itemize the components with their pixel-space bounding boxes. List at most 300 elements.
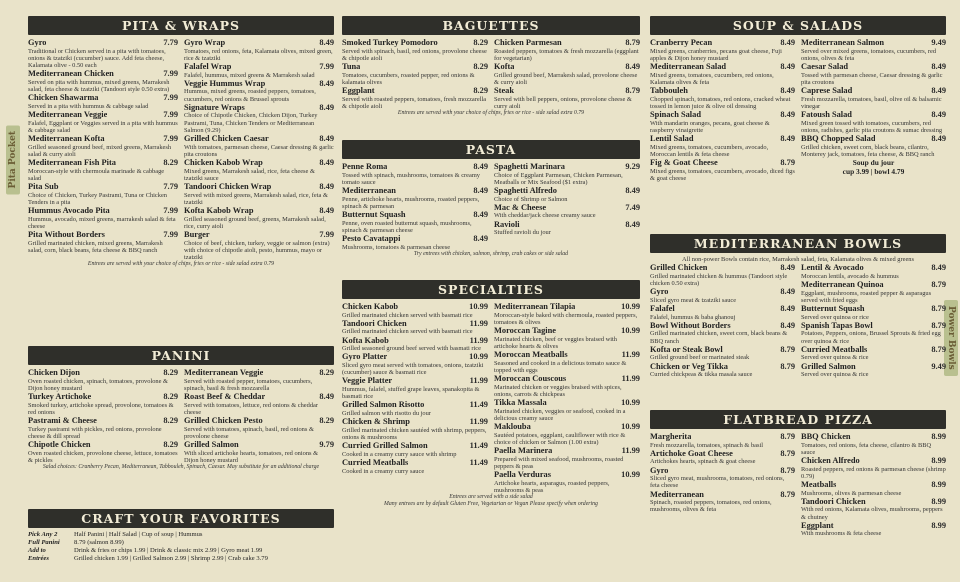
menu-item-name: Tandoori Chicken bbox=[342, 318, 407, 328]
soup-title: Soup du jour bbox=[852, 158, 895, 167]
side-label-power-bowls: Power Bowls bbox=[944, 300, 958, 376]
bowls-intro: All non-power Bowls contain rice, Marrakesh salad, feta, Kalamata olives & mixed greens bbox=[682, 256, 914, 263]
menu-item-price-value: 7.79 bbox=[163, 182, 178, 191]
menu-item-description: Penne, oven roasted butternut squash, mushrooms, spinach & parmesan cheese bbox=[342, 219, 472, 234]
menu-item-price-value: 10.99 bbox=[621, 398, 640, 407]
menu-item-header bbox=[801, 86, 946, 96]
menu-item-price-value: 8.49 bbox=[319, 206, 334, 215]
menu-item-description: Grilled seasoned ground beef served with basmati rice bbox=[342, 345, 481, 353]
menu-item-header bbox=[28, 392, 178, 402]
menu-item-price bbox=[319, 79, 334, 89]
menu-item-header bbox=[801, 263, 946, 273]
menu-item-description: Eggplant, mushrooms, roasted pepper & asparagus served with fried eggs bbox=[801, 289, 932, 304]
menu-item-name: Tuna bbox=[342, 62, 361, 71]
menu-item-price-value: 8.29 bbox=[473, 38, 488, 47]
menu-item bbox=[28, 93, 178, 110]
menu-item-description: Choice of Chipotle Chicken, Chicken Dijon, Turkey Pastrami, Tuna, Chicken Tenders or Mediterranean Salmon (9.29) bbox=[184, 112, 318, 134]
menu-item-price bbox=[780, 321, 795, 331]
menu-item-price bbox=[319, 158, 334, 168]
menu-item bbox=[28, 206, 178, 230]
menu-item bbox=[342, 376, 488, 400]
menu-item bbox=[494, 220, 640, 237]
menu-item-description: Hummus, mixed greens, roasted peppers, tomatoes, cucumbers, red onions & Brussel sprouts bbox=[184, 88, 316, 103]
menu-item-description: Marinated chicken, veggies or seafood, cooked in a delicious creamy sauce bbox=[494, 407, 626, 422]
menu-item bbox=[342, 234, 488, 251]
menu-item-header bbox=[342, 162, 488, 172]
menu-item-header bbox=[342, 417, 488, 427]
menu-item-header bbox=[494, 220, 640, 230]
item-list bbox=[801, 38, 946, 158]
section-title: FLATBREAD PIZZA bbox=[650, 410, 946, 429]
menu-item-header bbox=[28, 158, 178, 168]
menu-item-header bbox=[494, 86, 640, 96]
menu-item-header bbox=[28, 416, 178, 426]
menu-item-name: Grilled Chicken Pesto bbox=[184, 416, 263, 425]
item-list bbox=[494, 162, 640, 251]
menu-item-price bbox=[319, 182, 334, 192]
menu-item-price-value: 8.79 bbox=[931, 320, 946, 330]
menu-item-price bbox=[622, 446, 640, 456]
menu-item-price-value: 8.79 bbox=[780, 432, 795, 441]
menu-item-price-value: 8.49 bbox=[931, 62, 946, 71]
section-note: Try entrees with chicken, salmon, shrimp, crab cakes or side salad bbox=[413, 250, 569, 257]
menu-item-name: Chicken & Shrimp bbox=[342, 417, 410, 427]
menu-item-price bbox=[931, 134, 946, 144]
menu-item-price bbox=[625, 220, 640, 230]
menu-item bbox=[184, 62, 334, 79]
menu-item-price-value: 8.29 bbox=[163, 416, 178, 425]
section-pasta bbox=[342, 140, 640, 280]
menu-item-price-value: 10.99 bbox=[621, 470, 640, 479]
menu-item-description: Mixed greens, tomatoes, cucumbers, red onions, Kalamata olives & feta bbox=[650, 71, 774, 86]
menu-item-name: Mediterranean Veggie bbox=[184, 368, 264, 377]
menu-item-header bbox=[184, 62, 334, 72]
menu-item-price-value: 8.49 bbox=[780, 38, 795, 47]
menu-item-description: Mixed greens, cranberries, pecans goat cheese, Fuji apples & Dijon honey mustard bbox=[650, 47, 782, 62]
menu-item-name: Grilled Salmon bbox=[801, 361, 856, 371]
menu-item-header bbox=[650, 287, 795, 297]
menu-item bbox=[801, 304, 946, 321]
menu-item-price bbox=[625, 203, 640, 213]
item-list bbox=[184, 38, 334, 261]
menu-item-header bbox=[801, 62, 946, 72]
menu-item-description: Served with bell peppers, onions, provolone cheese & curry aioli bbox=[494, 95, 632, 110]
menu-item-description: Artichoke hearts, asparagus, roasted peppers, mushrooms & peas bbox=[494, 479, 610, 494]
section-title: SPECIALTIES bbox=[342, 280, 640, 299]
item-list bbox=[494, 302, 640, 494]
menu-item-header bbox=[28, 368, 178, 378]
menu-item-header bbox=[494, 470, 640, 480]
menu-item-price bbox=[780, 158, 795, 168]
menu-item-price bbox=[319, 440, 334, 450]
menu-item bbox=[650, 466, 795, 490]
menu-item bbox=[801, 456, 946, 480]
menu-item bbox=[650, 432, 795, 449]
menu-item-description: Grilled ground beef or marinated steak bbox=[650, 354, 750, 362]
menu-item-price-value: 11.99 bbox=[469, 417, 488, 427]
menu-item-price bbox=[625, 62, 640, 72]
menu-item-header bbox=[28, 182, 178, 192]
section-baguettes bbox=[342, 16, 640, 140]
side-label-pita-pocket: Pita Pocket bbox=[6, 125, 20, 194]
menu-item-header bbox=[184, 230, 334, 240]
menu-item-description: Moroccan-style with chermoula marinade & cabbage salad bbox=[28, 167, 165, 182]
menu-item-price bbox=[319, 368, 334, 378]
menu-column-middle bbox=[342, 16, 640, 508]
menu-item-name: Caprese Salad bbox=[801, 86, 853, 95]
menu-item-price-value: 8.29 bbox=[163, 158, 178, 167]
menu-item-price-value: 11.99 bbox=[469, 376, 488, 386]
menu-item-name: Penne Roma bbox=[342, 162, 388, 171]
menu-item-header bbox=[342, 336, 488, 346]
menu-item-name: Curried Meatballs bbox=[801, 344, 868, 354]
menu-item bbox=[184, 103, 334, 134]
menu-item-name: Steak bbox=[494, 86, 515, 95]
menu-item-header bbox=[184, 134, 334, 144]
menu-item-price-value: 8.49 bbox=[473, 186, 488, 195]
section-title: PITA & WRAPS bbox=[28, 16, 334, 35]
craft-row-label: Add to bbox=[28, 547, 46, 554]
menu-item-name: Kofta or Steak Bowl bbox=[650, 344, 723, 354]
menu-item-price-value: 9.79 bbox=[319, 440, 334, 449]
menu-item-name: Turkey Artichoke bbox=[28, 392, 92, 401]
menu-item-description: Chopped spinach, tomatoes, red onions, cracked wheat tossed in lemon juice & olive oil dressing bbox=[650, 95, 791, 110]
menu-item bbox=[801, 362, 946, 379]
menu-item-price-value: 8.29 bbox=[163, 392, 178, 401]
menu-item-description: Tomatoes, cucumbers, roasted pepper, red onions & kalamata olives bbox=[342, 71, 475, 86]
menu-item-description: Served with roasted pepper, tomatoes, cucumbers, spinach, basil & fresh mozzarella bbox=[184, 377, 313, 392]
menu-item-price bbox=[470, 319, 488, 329]
menu-item-description: Fresh mozzarella, tomatoes, spinach & basil bbox=[650, 441, 764, 449]
menu-item-price-value: 7.99 bbox=[319, 62, 334, 71]
menu-item-name: Tandoori Chicken Wrap bbox=[184, 182, 272, 191]
menu-item-price bbox=[319, 392, 334, 402]
craft-row bbox=[28, 547, 334, 555]
menu-item-price-value: 10.99 bbox=[469, 302, 488, 311]
menu-item-name: Burger bbox=[184, 230, 210, 239]
menu-item-name: Lentil & Avocado bbox=[801, 263, 864, 273]
craft-row bbox=[28, 555, 334, 563]
menu-item bbox=[342, 162, 488, 186]
menu-item bbox=[650, 38, 795, 62]
menu-item bbox=[801, 345, 946, 362]
menu-item-description: With mushrooms & feta cheese bbox=[801, 530, 882, 538]
menu-item-description: Grilled seasoned ground beef, mixed greens, Marrakesh salad & curry aioli bbox=[28, 143, 172, 158]
menu-item-price-value: 8.49 bbox=[319, 78, 334, 88]
menu-item-price-value: 8.49 bbox=[319, 392, 334, 401]
menu-item-price-value: 8.49 bbox=[319, 134, 334, 143]
menu-item-price-value: 8.49 bbox=[780, 134, 795, 143]
soup-bowl-label: bowl bbox=[874, 167, 890, 176]
menu-item-header bbox=[494, 350, 640, 360]
item-list bbox=[342, 38, 488, 110]
menu-item-header bbox=[801, 304, 946, 314]
menu-item-price bbox=[163, 38, 178, 48]
item-list bbox=[28, 368, 178, 464]
menu-item-price bbox=[469, 302, 488, 312]
menu-item-price bbox=[473, 86, 488, 96]
menu-item-price bbox=[780, 449, 795, 459]
menu-item-name: Grilled Salmon Risotto bbox=[342, 400, 425, 410]
menu-item-name: Gyro Wrap bbox=[184, 38, 226, 47]
menu-item-price bbox=[473, 38, 488, 48]
menu-item-header bbox=[342, 319, 488, 329]
menu-item-description: Tomatoes, red onions, feta cheese, cilantro & BBQ sauce bbox=[801, 441, 932, 456]
menu-item-description: Choice of beef, chicken, turkey, veggie or salmon (extra) with choice of chipotle aioli, pesto, hummus, mayo or tzatziki bbox=[184, 239, 330, 261]
menu-item-price bbox=[780, 263, 795, 273]
menu-item-price bbox=[780, 466, 795, 476]
menu-item bbox=[650, 321, 795, 345]
menu-item bbox=[494, 422, 640, 446]
menu-item-description: Cooked in a creamy curry sauce bbox=[342, 467, 425, 475]
menu-item-price bbox=[780, 134, 795, 144]
menu-item-header bbox=[494, 203, 640, 213]
menu-column-right bbox=[650, 16, 946, 538]
menu-item-price-value: 8.79 bbox=[625, 86, 640, 95]
menu-item bbox=[801, 62, 946, 86]
menu-item-description: Cooked in a creamy curry sauce with shrimp bbox=[342, 450, 457, 458]
menu-item-description: Grilled marinated chicken served with basmati rice bbox=[342, 328, 473, 336]
menu-item-description: Moroccan lentils, avocado & hummus bbox=[801, 272, 899, 280]
menu-item-name: Pita Sub bbox=[28, 182, 59, 191]
menu-item-header bbox=[650, 86, 795, 96]
menu-item-description: Moroccan-style baked with chermoula, roasted peppers, tomatoes & olives bbox=[494, 311, 638, 326]
menu-item-header bbox=[650, 362, 795, 372]
menu-item-header bbox=[650, 449, 795, 459]
menu-item-description: Prepared with mixed seafood, mushrooms, roasted peppers & peas bbox=[494, 455, 624, 470]
menu-item-name: Mediterranean Chicken bbox=[28, 69, 114, 79]
menu-item-name: Grilled Chicken Caesar bbox=[184, 134, 269, 143]
menu-item-header bbox=[801, 321, 946, 331]
menu-item-header bbox=[342, 376, 488, 386]
menu-item-description: Choice of Eggplant Parmesan, Chicken Parmesan, Meatballs or Mix Seafood ($1 extra) bbox=[494, 171, 623, 186]
menu-item-header bbox=[801, 280, 946, 290]
menu-item-header bbox=[801, 480, 946, 490]
menu-item-description: Tossed with parmesan cheese, Caesar dressing & garlic pita croutons bbox=[801, 71, 943, 86]
menu-item-description: Falafel, hummus, mixed greens & Marrakesh salad bbox=[184, 71, 315, 79]
menu-item-header bbox=[342, 210, 488, 220]
menu-item-price-value: 8.79 bbox=[780, 158, 795, 167]
section-note: Salad choices: Cranberry Pecan, Mediterranean, Tabbouleh, Spinach, Caesar. May substitute for an additional charge bbox=[42, 464, 320, 470]
menu-item-name: Veggie Platter bbox=[342, 376, 393, 386]
menu-item-price bbox=[473, 210, 488, 220]
menu-item-name: Mediterranean Quinoa bbox=[801, 280, 884, 289]
menu-item-price-value: 7.79 bbox=[163, 38, 178, 47]
menu-item-price-value: 8.29 bbox=[163, 440, 178, 449]
menu-item-price bbox=[163, 206, 178, 216]
menu-item-price bbox=[469, 352, 488, 362]
menu-item-price bbox=[931, 362, 946, 372]
craft-row-text: Grilled chicken 1.99 | Grilled Salmon 2.99 | Shrimp 2.99 | Crab cake 3.79 bbox=[74, 555, 268, 562]
menu-item-price bbox=[780, 38, 795, 48]
menu-item-header bbox=[28, 38, 178, 48]
menu-item-name: Pita Without Borders bbox=[28, 230, 105, 239]
menu-item bbox=[494, 203, 640, 220]
menu-item bbox=[650, 62, 795, 86]
menu-item bbox=[801, 38, 946, 62]
menu-item-price bbox=[163, 134, 178, 144]
menu-item-name: Margherita bbox=[650, 432, 692, 441]
menu-item-header bbox=[650, 304, 795, 314]
menu-item bbox=[494, 374, 640, 398]
menu-item-name: Roast Beef & Cheddar bbox=[184, 392, 266, 401]
menu-item-price-value: 8.49 bbox=[780, 287, 795, 297]
menu-item-price bbox=[622, 350, 640, 360]
menu-item-description: Oven roasted chicken, spinach, tomatoes, provolone & Dijon honey mustard bbox=[28, 377, 169, 392]
menu-item-description: With red onions, Kalamata olives, mushrooms, peppers & chutney bbox=[801, 506, 943, 521]
menu-item-price-value: 11.49 bbox=[469, 400, 488, 410]
craft-row-text: Half Panini | Half Salad | Cup of soup | Hummus bbox=[74, 531, 203, 538]
menu-item-description: Served with tomatoes, spinach, basil, red onions & provolone cheese bbox=[184, 425, 314, 440]
menu-item bbox=[650, 110, 795, 134]
menu-item-name: Mediterranean Kofta bbox=[28, 134, 105, 143]
menu-item-description: Mixed green tossed with tomatoes, cucumbers, red onions, radishes, garlic pita croutons & sumac dressing bbox=[801, 119, 943, 134]
menu-item-description: Grilled marinated chicken served with basmati rice bbox=[342, 311, 473, 319]
menu-item-header bbox=[494, 374, 640, 384]
menu-item bbox=[184, 368, 334, 392]
menu-item bbox=[28, 416, 178, 440]
menu-item-name: Chicken or Veg Tikka bbox=[650, 361, 728, 371]
menu-item-price bbox=[163, 392, 178, 402]
menu-item-price bbox=[470, 376, 488, 386]
menu-item bbox=[494, 38, 640, 62]
menu-item bbox=[801, 110, 946, 134]
menu-item-price bbox=[621, 326, 640, 336]
menu-item-description: With sliced artichoke hearts, tomatoes, red onions & Dijon honey mustard bbox=[184, 449, 319, 464]
menu-item-price bbox=[625, 86, 640, 96]
menu-item bbox=[650, 86, 795, 110]
menu-item-name: Spaghetti Marinara bbox=[494, 162, 565, 171]
menu-item-price bbox=[622, 374, 640, 384]
menu-item-description: Grilled marinated chicken, mixed greens, Marrakesh salad, corn, black beans, feta cheese & BBQ ranch bbox=[28, 239, 163, 254]
menu-item-price-value: 8.99 bbox=[931, 456, 946, 465]
craft-row bbox=[28, 531, 334, 539]
menu-item-name: Pesto Cavatappi bbox=[342, 234, 401, 243]
menu-item-price-value: 8.79 bbox=[780, 361, 795, 371]
menu-item-header bbox=[801, 345, 946, 355]
menu-item-description: Served over quinoa & rice bbox=[801, 354, 869, 362]
menu-item-name: Butternut Squash bbox=[342, 210, 406, 219]
menu-item-name: Mediterranean Fish Pita bbox=[28, 158, 116, 167]
menu-item-price bbox=[931, 480, 946, 490]
menu-item-header bbox=[184, 158, 334, 168]
menu-item-price-value: 7.99 bbox=[319, 230, 334, 239]
menu-item-price bbox=[625, 162, 640, 172]
menu-item-name: Chicken Dijon bbox=[28, 368, 80, 377]
menu-item-description: Curried chickpeas & tikka masala sauce bbox=[650, 371, 753, 379]
menu-item-header bbox=[494, 38, 640, 48]
menu-item-price bbox=[319, 38, 334, 48]
soup-cup-price: 3.99 bbox=[856, 167, 869, 176]
menu-item-price bbox=[931, 456, 946, 466]
menu-item-price-value: 8.99 bbox=[931, 480, 946, 489]
menu-item-description: Grilled seasoned ground beef, greens, Marrakesh salad, rice, curry aioli bbox=[184, 215, 326, 230]
menu-item-description: Served with roasted peppers, tomatoes, fresh mozzarella & chipotle aioli bbox=[342, 95, 487, 110]
menu-item-description: Marinated chicken, beef or veggies braised with artichoke hearts & olives bbox=[494, 335, 617, 350]
menu-item-description: Spinach, roasted peppers, tomatoes, red onions, mushrooms, olives & feta bbox=[650, 499, 772, 514]
menu-item-header bbox=[650, 345, 795, 355]
menu-item-price bbox=[931, 62, 946, 72]
menu-item-price bbox=[780, 86, 795, 96]
menu-item bbox=[28, 158, 178, 182]
menu-item bbox=[28, 230, 178, 254]
menu-item-name: Grilled Chicken bbox=[650, 263, 708, 273]
menu-item-description: Mixed greens, Marrakesh salad, rice, feta cheese & tzatziki sauce bbox=[184, 167, 315, 182]
menu-item-name: Moroccan Meatballs bbox=[494, 350, 568, 359]
section-title: PASTA bbox=[342, 140, 640, 159]
menu-item-name: Chicken Kabob bbox=[342, 302, 399, 311]
craft-row-label: Pick Any 2 bbox=[28, 531, 58, 538]
menu-item-price-value: 10.99 bbox=[621, 422, 640, 431]
menu-item-description: Served over quinoa or rice bbox=[801, 313, 869, 321]
menu-item-description: Grilled salmon with risotto du jour bbox=[342, 409, 431, 417]
menu-item-name: Spinach Salad bbox=[650, 110, 701, 119]
menu-item bbox=[801, 280, 946, 304]
menu-item-description: Seasoned and cooked in a delicious tomato sauce & topped with eggs bbox=[494, 359, 627, 374]
menu-item bbox=[342, 302, 488, 319]
menu-item-name: Maklouba bbox=[494, 422, 531, 431]
menu-item-header bbox=[28, 134, 178, 144]
soup-du-jour: Soup du jour cup 3.99 | bowl 4.79 bbox=[801, 158, 946, 176]
menu-item-name: Signature Wraps bbox=[184, 102, 245, 112]
craft-row-label: Entrées bbox=[28, 555, 49, 562]
menu-item-name: Curried Meatballs bbox=[342, 457, 409, 467]
menu-item bbox=[342, 400, 488, 417]
menu-item-price-value: 8.29 bbox=[163, 368, 178, 377]
menu-item-header bbox=[801, 456, 946, 466]
menu-item-price-value: 8.49 bbox=[780, 86, 795, 95]
craft-row-text: 8.79 (salmon 8.99) bbox=[74, 539, 124, 546]
menu-item bbox=[184, 134, 334, 158]
menu-item-description: Mushrooms, olives & parmesan cheese bbox=[801, 489, 902, 497]
menu-item-name: Lentil Salad bbox=[650, 134, 694, 143]
menu-item-header bbox=[494, 326, 640, 336]
menu-item bbox=[184, 158, 334, 182]
menu-item bbox=[494, 186, 640, 203]
menu-item bbox=[801, 321, 946, 345]
menu-item bbox=[494, 446, 640, 470]
menu-item-price-value: 8.79 bbox=[780, 448, 795, 458]
menu-item-price bbox=[163, 230, 178, 240]
menu-item-name: Gyro bbox=[28, 38, 47, 47]
section-title: CRAFT YOUR FAVORITES bbox=[28, 509, 334, 528]
menu-item-price-value: 8.49 bbox=[319, 158, 334, 167]
menu-item-header bbox=[650, 62, 795, 72]
menu-item bbox=[801, 134, 946, 158]
menu-item-price-value: 8.49 bbox=[780, 263, 795, 273]
menu-item-name: Gyro bbox=[650, 287, 669, 297]
menu-item-price bbox=[470, 441, 488, 451]
soup-cup-label: cup bbox=[842, 167, 855, 176]
menu-item-description: Stuffed ravioli du jour bbox=[494, 229, 551, 237]
menu-item bbox=[342, 210, 488, 234]
menu-item bbox=[494, 86, 640, 110]
menu-item bbox=[342, 417, 488, 441]
item-list bbox=[650, 432, 795, 538]
menu-item-price-value: 7.99 bbox=[163, 93, 178, 103]
menu-item-description: Choice of Chicken, Turkey Pastrami, Tuna or Chicken Tenders in a pita bbox=[28, 191, 167, 206]
menu-item bbox=[184, 38, 334, 62]
menu-item-price-value: 11.99 bbox=[621, 446, 640, 455]
menu-item-price bbox=[319, 416, 334, 426]
menu-item-price bbox=[473, 162, 488, 172]
menu-item-description: Fresh mozzarella, tomatoes, basil, olive oil & balsamic vinegar bbox=[801, 95, 942, 110]
menu-item-header bbox=[801, 497, 946, 507]
menu-item-name: Gyro Platter bbox=[342, 352, 388, 362]
menu-item-price-value: 11.99 bbox=[621, 350, 640, 359]
menu-item-price-value: 8.49 bbox=[931, 134, 946, 143]
item-list bbox=[28, 38, 178, 261]
